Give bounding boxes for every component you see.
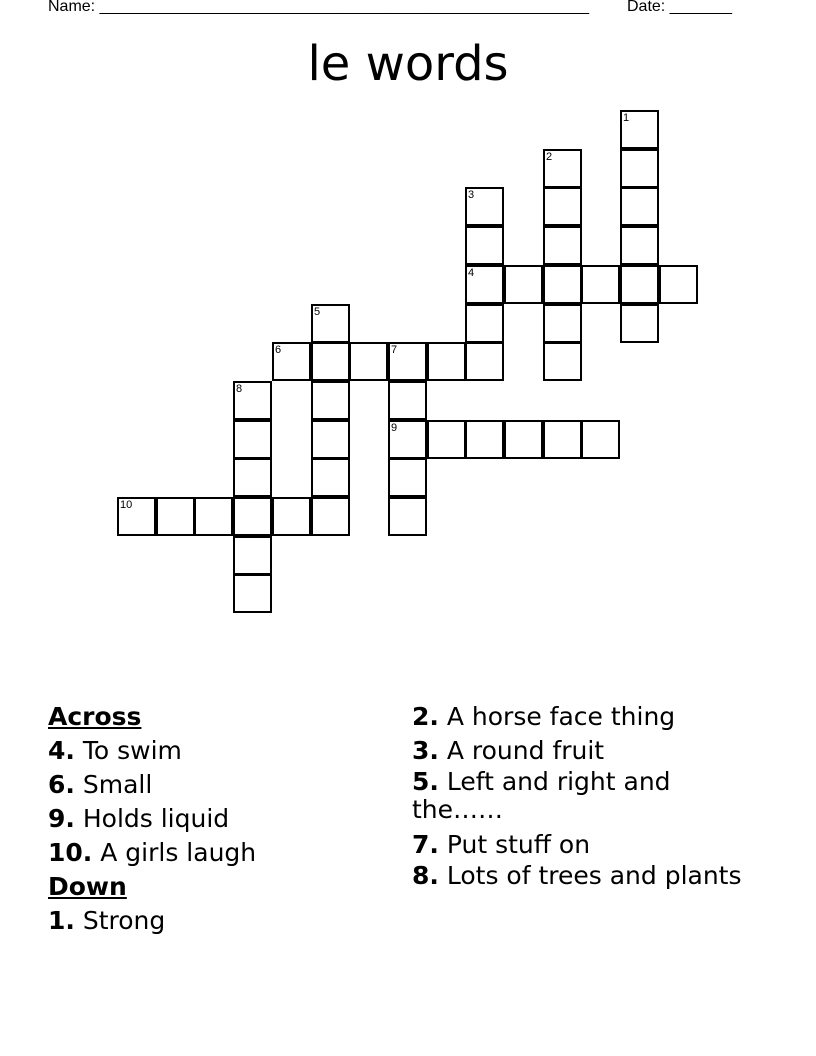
crossword-cell[interactable] — [233, 381, 272, 420]
clue-number: 5 — [314, 306, 321, 318]
crossword-cell[interactable] — [233, 497, 272, 536]
crossword-cell[interactable] — [620, 187, 659, 226]
crossword-cell[interactable] — [427, 420, 466, 459]
crossword-cell[interactable] — [543, 226, 582, 265]
crossword-cell[interactable] — [465, 420, 504, 459]
crossword-cell[interactable] — [465, 187, 504, 226]
crossword-cell[interactable] — [504, 420, 543, 459]
down-heading: Down — [48, 872, 127, 901]
name-field-label: Name: _______________________________________________________ — [48, 0, 589, 15]
crossword-cell[interactable] — [543, 342, 582, 381]
crossword-cell[interactable] — [620, 149, 659, 188]
clue-number: 10 — [120, 499, 133, 511]
crossword-cell[interactable] — [543, 149, 582, 188]
crossword-cell[interactable] — [233, 420, 272, 459]
crossword-cell[interactable] — [620, 110, 659, 149]
clue-across-9: 9. Holds liquid — [48, 804, 230, 833]
crossword-cell[interactable] — [233, 458, 272, 497]
clue-down-3: 3. A round fruit — [412, 736, 605, 765]
date-field-label: Date: _______ — [627, 0, 732, 15]
crossword-cell[interactable] — [581, 265, 620, 304]
clues-column-right — [412, 700, 742, 894]
crossword-cell[interactable] — [465, 265, 504, 304]
crossword-cell[interactable] — [272, 342, 311, 381]
crossword-cell[interactable] — [543, 304, 582, 343]
crossword-cell[interactable] — [117, 497, 156, 536]
crossword-cell[interactable] — [272, 497, 311, 536]
across-heading: Across — [48, 702, 142, 731]
clue-down-5: 5. Left and right and the…… — [412, 767, 671, 824]
crossword-cell[interactable] — [388, 497, 427, 536]
clue-across-10: 10. A girls laugh — [48, 838, 257, 867]
clue-number: 1 — [623, 112, 630, 124]
crossword-cell[interactable] — [620, 226, 659, 265]
crossword-cell[interactable] — [156, 497, 195, 536]
crossword-cell[interactable] — [543, 265, 582, 304]
crossword-cell[interactable] — [311, 458, 350, 497]
clue-number: 2 — [546, 151, 553, 163]
crossword-cell[interactable] — [233, 536, 272, 575]
crossword-cell[interactable] — [620, 304, 659, 343]
clue-number: 7 — [391, 344, 398, 356]
crossword-cell[interactable] — [311, 420, 350, 459]
clue-number: 9 — [391, 422, 398, 434]
crossword-cell[interactable] — [620, 265, 659, 304]
crossword-cell[interactable] — [311, 304, 350, 343]
crossword-cell[interactable] — [504, 265, 543, 304]
crossword-cell[interactable] — [388, 420, 427, 459]
crossword-cell[interactable] — [349, 342, 388, 381]
crossword-cell[interactable] — [388, 342, 427, 381]
clue-down-7: 7. Put stuff on — [412, 830, 591, 859]
crossword-cell[interactable] — [427, 342, 466, 381]
clue-number: 8 — [236, 383, 243, 395]
crossword-cell[interactable] — [311, 342, 350, 381]
crossword-cell[interactable] — [543, 187, 582, 226]
crossword-cell[interactable] — [465, 342, 504, 381]
clue-down-2: 2. A horse face thing — [412, 702, 676, 731]
crossword-cell[interactable] — [659, 265, 698, 304]
clues-column-left — [48, 700, 388, 938]
crossword-cell[interactable] — [543, 420, 582, 459]
crossword-cell[interactable] — [194, 497, 233, 536]
crossword-cell[interactable] — [581, 420, 620, 459]
crossword-cell[interactable] — [388, 381, 427, 420]
crossword-cell[interactable] — [311, 497, 350, 536]
clue-number: 6 — [275, 344, 282, 356]
crossword-cell[interactable] — [465, 226, 504, 265]
crossword-cell[interactable] — [388, 458, 427, 497]
crossword-cell[interactable] — [465, 304, 504, 343]
crossword-cell[interactable] — [233, 574, 272, 613]
crossword-cell[interactable] — [311, 381, 350, 420]
clue-across-4: 4. To swim — [48, 736, 182, 765]
clue-down-8: 8. Lots of trees and plants — [412, 861, 742, 890]
clue-down-1: 1. Strong — [48, 906, 166, 935]
page-title: le words — [307, 36, 509, 92]
clue-number: 3 — [468, 189, 475, 201]
clue-across-6: 6. Small — [48, 770, 153, 799]
clue-number: 4 — [468, 267, 475, 279]
